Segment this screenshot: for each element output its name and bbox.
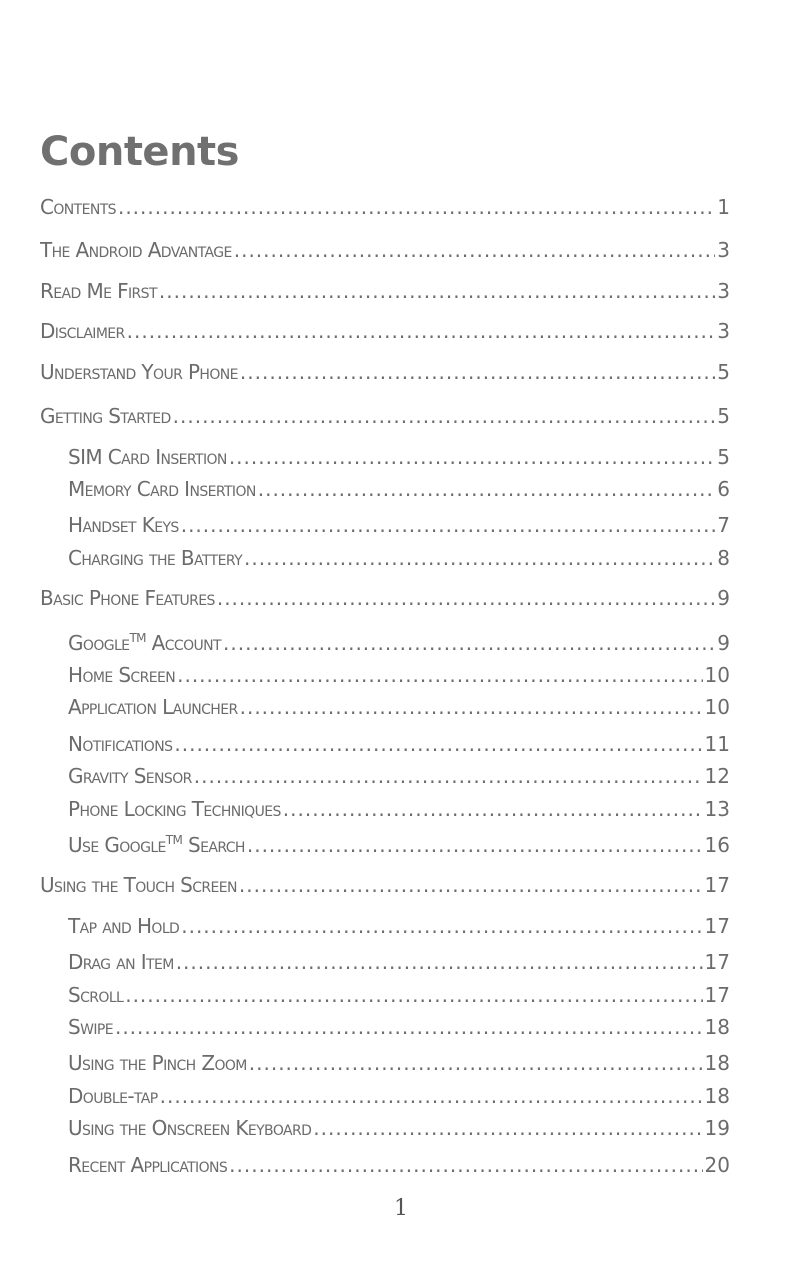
toc-leader-dots	[258, 474, 716, 504]
toc-entry-application-launcher[interactable]	[68, 692, 730, 722]
toc-entry-page: 10	[704, 663, 730, 687]
toc-entry-page: 17	[704, 873, 730, 897]
toc-entry-getting-started[interactable]	[40, 401, 730, 431]
toc-entry-title: Charging the Battery	[68, 546, 243, 570]
toc-entry-recent-applications[interactable]	[68, 1150, 730, 1180]
toc-entry-title: Google™ Account	[68, 631, 222, 655]
toc-entry-title: The Android Advantage	[40, 238, 232, 262]
toc-entry-home-screen[interactable]	[68, 660, 730, 690]
toc-entry-page: 9	[717, 586, 730, 610]
toc-entry-page: 13	[704, 797, 730, 821]
toc-leader-dots	[173, 401, 716, 431]
toc-leader-dots	[223, 628, 715, 658]
toc-entry-title: Disclaimer	[40, 319, 125, 343]
toc-entry-title: Notifications	[68, 732, 173, 756]
toc-leader-dots	[240, 692, 703, 722]
toc-entry-read-me-first[interactable]	[40, 276, 730, 306]
toc-entry-page: 5	[717, 445, 730, 469]
toc-entry-title: Using the Onscreen Keyboard	[68, 1116, 312, 1140]
toc-entry-page: 9	[717, 631, 730, 655]
toc-entry-disclaimer[interactable]	[40, 316, 730, 346]
toc-entry-title: Using the Touch Screen	[40, 873, 237, 897]
toc-leader-dots	[127, 316, 716, 346]
toc-entry-title: Application Launcher	[68, 695, 238, 719]
toc-entry-page: 11	[704, 732, 730, 756]
toc-entry-using-the-pinch-zoom[interactable]	[68, 1048, 730, 1078]
toc-entry-tap-and-hold[interactable]	[68, 911, 730, 941]
toc-entry-title: Home Screen	[68, 663, 176, 687]
toc-entry-page: 16	[704, 833, 730, 857]
toc-leader-dots	[239, 870, 703, 900]
toc-entry-scroll[interactable]	[68, 980, 730, 1010]
toc-entry-use-google-search[interactable]	[68, 830, 730, 860]
toc-leader-dots	[217, 583, 715, 613]
toc-entry-page: 17	[704, 914, 730, 938]
toc-leader-dots	[159, 276, 715, 306]
toc-entry-page: 17	[704, 983, 730, 1007]
toc-entry-title: Getting Started	[40, 404, 171, 428]
toc-entry-title: Scroll	[68, 983, 124, 1007]
toc-leader-dots	[229, 1150, 702, 1180]
toc-entry-using-the-onscreen-keyboard[interactable]	[68, 1113, 730, 1143]
toc-entry-page: 6	[717, 477, 730, 501]
toc-entry-charging-the-battery[interactable]	[68, 543, 730, 573]
toc-entry-title: Handset Keys	[68, 513, 179, 537]
toc-entry-page: 3	[717, 238, 730, 262]
page-title: Contents	[40, 129, 239, 175]
toc-entry-title: Recent Applications	[68, 1153, 228, 1177]
toc-leader-dots	[181, 911, 702, 941]
toc-entry-notifications[interactable]	[68, 729, 730, 759]
toc-entry-title: SIM Card Insertion	[68, 445, 227, 469]
toc-leader-dots	[234, 235, 716, 265]
toc-leader-dots	[160, 1081, 703, 1111]
toc-entry-page: 8	[717, 546, 730, 570]
toc-entry-android-advantage[interactable]	[40, 235, 730, 265]
toc-entry-google-account[interactable]	[68, 628, 730, 658]
toc-leader-dots	[247, 830, 703, 860]
toc-entry-title: Using the Pinch Zoom	[68, 1051, 247, 1075]
toc-entry-title: Swipe	[68, 1015, 113, 1039]
toc-leader-dots	[283, 794, 703, 824]
toc-entry-page: 17	[704, 950, 730, 974]
trademark-superscript: TM	[129, 631, 146, 645]
toc-entry-title: Phone Locking Techniques	[68, 797, 281, 821]
toc-entry-sim-card-insertion[interactable]	[68, 442, 730, 472]
toc-entry-using-the-touch-screen[interactable]	[40, 870, 730, 900]
toc-entry-page: 3	[717, 279, 730, 303]
toc-entry-page: 18	[704, 1051, 730, 1075]
toc-entry-page: 18	[704, 1015, 730, 1039]
toc-entry-gravity-sensor[interactable]	[68, 761, 730, 791]
toc-entry-swipe[interactable]	[68, 1012, 730, 1042]
toc-leader-dots	[115, 1012, 703, 1042]
toc-leader-dots	[177, 660, 702, 690]
toc-leader-dots	[176, 947, 703, 977]
toc-entry-understand-your-phone[interactable]	[40, 357, 730, 387]
toc-entry-title: Understand Your Phone	[40, 360, 238, 384]
toc-leader-dots	[229, 442, 715, 472]
toc-entry-title: Basic Phone Features	[40, 586, 215, 610]
toc-entry-title: Read Me First	[40, 279, 157, 303]
toc-entry-double-tap[interactable]	[68, 1081, 730, 1111]
toc-entry-title: Use Google™ Search	[68, 833, 245, 857]
toc-entry-page: 10	[704, 695, 730, 719]
toc-entry-page: 18	[704, 1084, 730, 1108]
toc-leader-dots	[244, 543, 715, 573]
toc-entry-page: 5	[717, 404, 730, 428]
toc-leader-dots	[118, 192, 715, 222]
toc-entry-page: 3	[717, 319, 730, 343]
toc-entry-title: Tap and Hold	[68, 914, 180, 938]
toc-leader-dots	[194, 761, 703, 791]
toc-leader-dots	[125, 980, 702, 1010]
toc-entry-page: 19	[704, 1116, 730, 1140]
toc-entry-phone-locking-techniques[interactable]	[68, 794, 730, 824]
toc-entry-title: Contents	[40, 195, 116, 219]
toc-entry-contents[interactable]	[40, 192, 730, 222]
toc-entry-page: 5	[717, 360, 730, 384]
page-number: 1	[394, 1196, 408, 1221]
toc-entry-title: Double-tap	[68, 1084, 158, 1108]
toc-leader-dots	[249, 1048, 703, 1078]
toc-entry-title: Memory Card Insertion	[68, 477, 256, 501]
toc-entry-page: 1	[717, 195, 730, 219]
toc-entry-memory-card-insertion[interactable]	[68, 474, 730, 504]
toc-entry-title: Drag an Item	[68, 950, 174, 974]
toc-entry-page: 12	[704, 764, 730, 788]
toc-entry-handset-keys[interactable]	[68, 510, 730, 540]
toc-entry-page: 20	[704, 1153, 730, 1177]
toc-entry-title: Gravity Sensor	[68, 764, 192, 788]
trademark-superscript: TM	[165, 833, 183, 847]
toc-leader-dots	[181, 510, 716, 540]
toc-entry-page: 7	[717, 513, 730, 537]
toc-leader-dots	[240, 357, 715, 387]
toc-entry-basic-phone-features[interactable]	[40, 583, 730, 613]
toc-leader-dots	[174, 729, 702, 759]
toc-leader-dots	[313, 1113, 702, 1143]
toc-entry-drag-an-item[interactable]	[68, 947, 730, 977]
